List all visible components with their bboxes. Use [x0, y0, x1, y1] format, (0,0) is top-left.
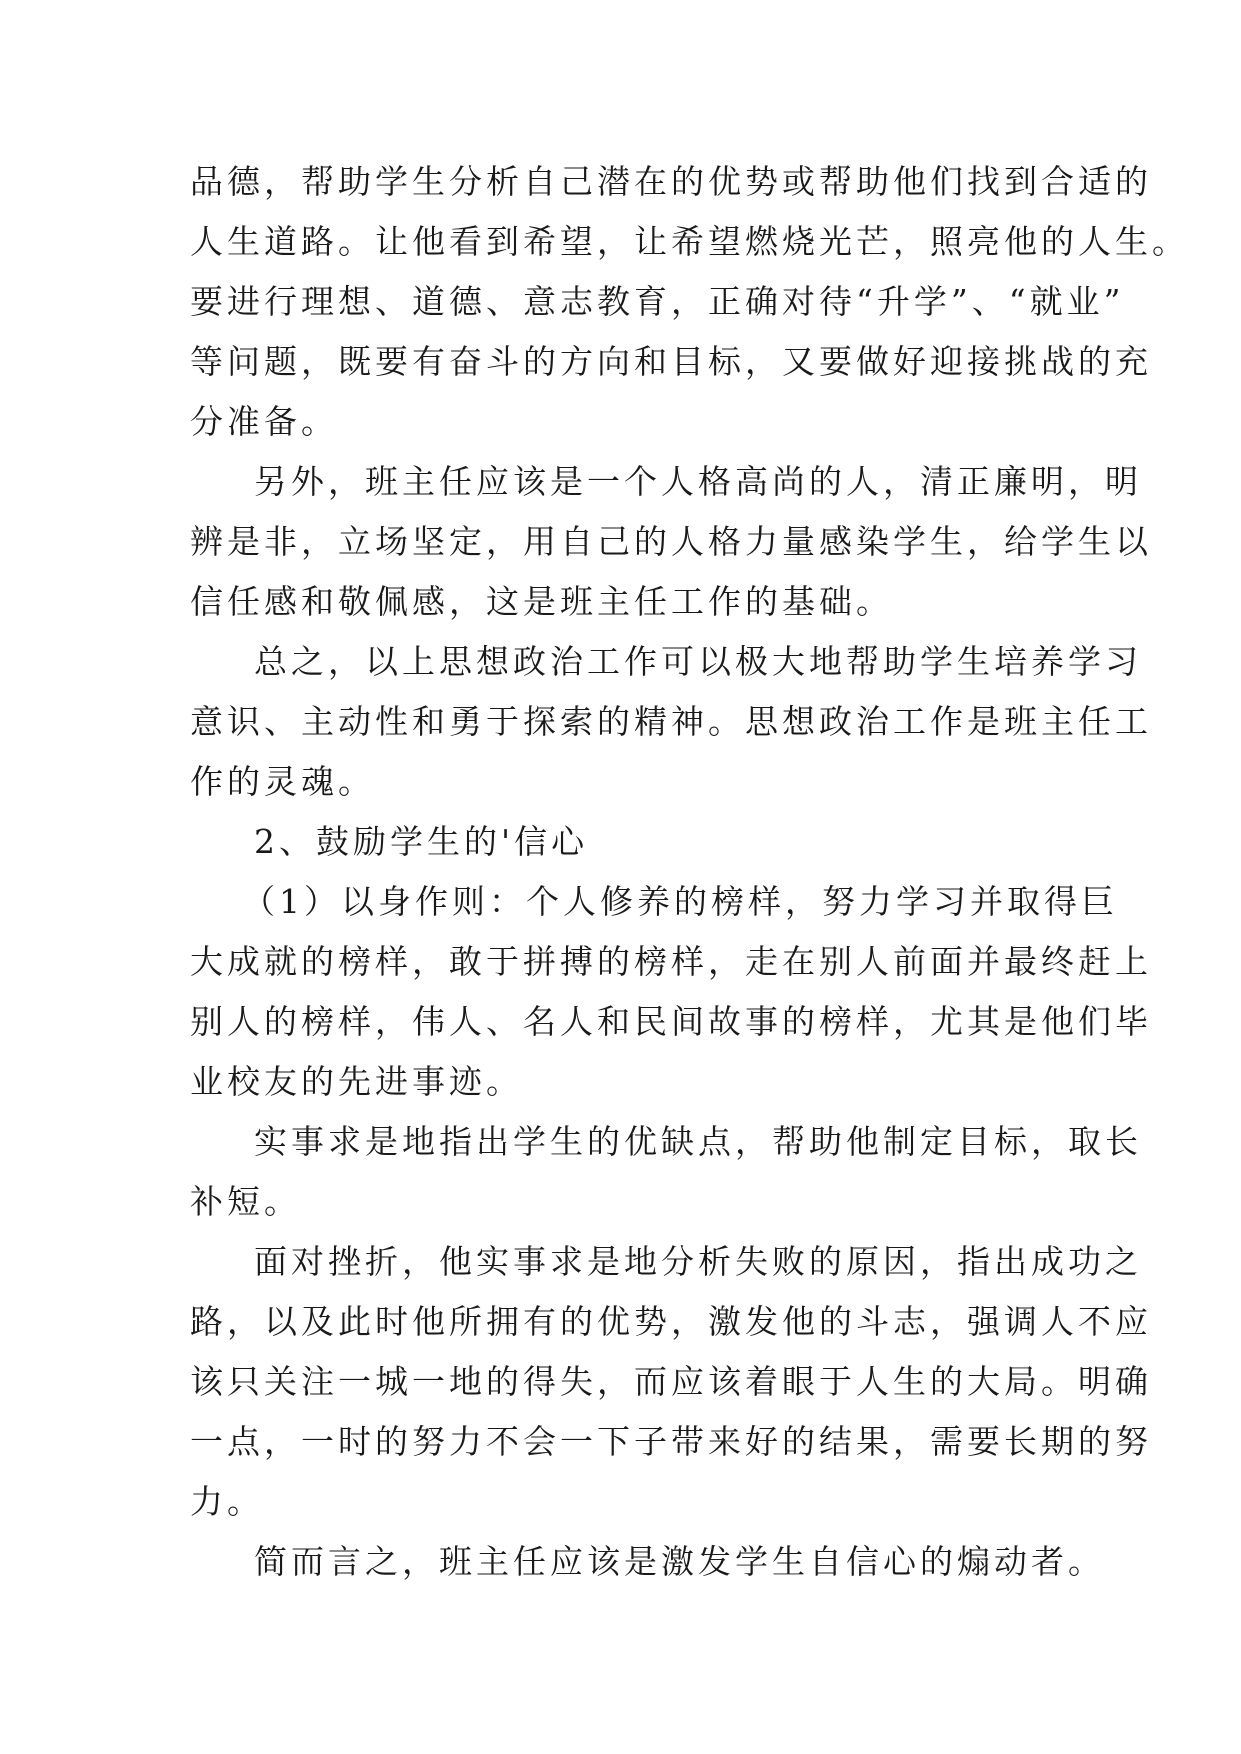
text-line: 要进行理想、道德、意志教育，正确对待“升学”、“就业”	[190, 282, 1125, 321]
text-line: 业校友的先进事迹。	[190, 1062, 523, 1101]
text-line: 信任感和敬佩感，这是班主任工作的基础。	[190, 582, 893, 621]
text-line: 品德，帮助学生分析自己潜在的优势或帮助他们找到合适的	[190, 162, 1152, 201]
text-line: 力。	[190, 1482, 264, 1521]
text-line: （1）以身作则：个人修养的榜样，努力学习并取得巨	[242, 882, 1118, 921]
paragraph-conclusion	[190, 1532, 1105, 1592]
paragraph-facing-setbacks	[190, 1232, 1152, 1532]
text-line: 作的灵魂。	[190, 762, 375, 801]
text-line: 实事求是地指出学生的优缺点，帮助他制定目标，取长	[254, 1122, 1142, 1161]
text-line: 另外，班主任应该是一个人格高尚的人，清正廉明，明	[254, 462, 1142, 501]
text-line: 人生道路。让他看到希望，让希望燃烧光芒，照亮他的人生。	[190, 222, 1189, 261]
text-line: 该只关注一城一地的得失，而应该着眼于人生的大局。明确	[190, 1362, 1152, 1401]
text-line: 意识、主动性和勇于探索的精神。思想政治工作是班主任工	[190, 702, 1152, 741]
text-line: 一点，一时的努力不会一下子带来好的结果，需要长期的努	[190, 1422, 1152, 1461]
text-line: 大成就的榜样，敢于拼搏的榜样，走在别人前面并最终赶上	[190, 942, 1152, 981]
paragraph-lead-by-example	[190, 872, 1152, 1112]
paragraph-strengths-weaknesses	[190, 1112, 1142, 1232]
paragraph-summary	[190, 632, 1152, 812]
text-line: 补短。	[190, 1182, 301, 1221]
text-line: 总之，以上思想政治工作可以极大地帮助学生培养学习	[254, 642, 1142, 681]
document-body	[190, 152, 1189, 1592]
section-heading-encourage-confidence	[190, 812, 1070, 872]
paragraph-teacher-character	[190, 452, 1152, 632]
text-line: 别人的榜样，伟人、名人和民间故事的榜样，尤其是他们毕	[190, 1002, 1152, 1041]
text-line: 面对挫折，他实事求是地分析失败的原因，指出成功之	[254, 1242, 1142, 1281]
text-line: 简而言之，班主任应该是激发学生自信心的煽动者。	[254, 1542, 1105, 1581]
text-line: 路，以及此时他所拥有的优势，激发他的斗志，强调人不应	[190, 1302, 1152, 1341]
section-heading: 2、鼓励学生的'信心	[254, 822, 589, 861]
paragraph-character-education	[190, 152, 1189, 452]
text-line: 等问题，既要有奋斗的方向和目标，又要做好迎接挑战的充	[190, 342, 1152, 381]
text-line: 分准备。	[190, 402, 338, 441]
text-line: 辨是非，立场坚定，用自己的人格力量感染学生，给学生以	[190, 522, 1152, 561]
